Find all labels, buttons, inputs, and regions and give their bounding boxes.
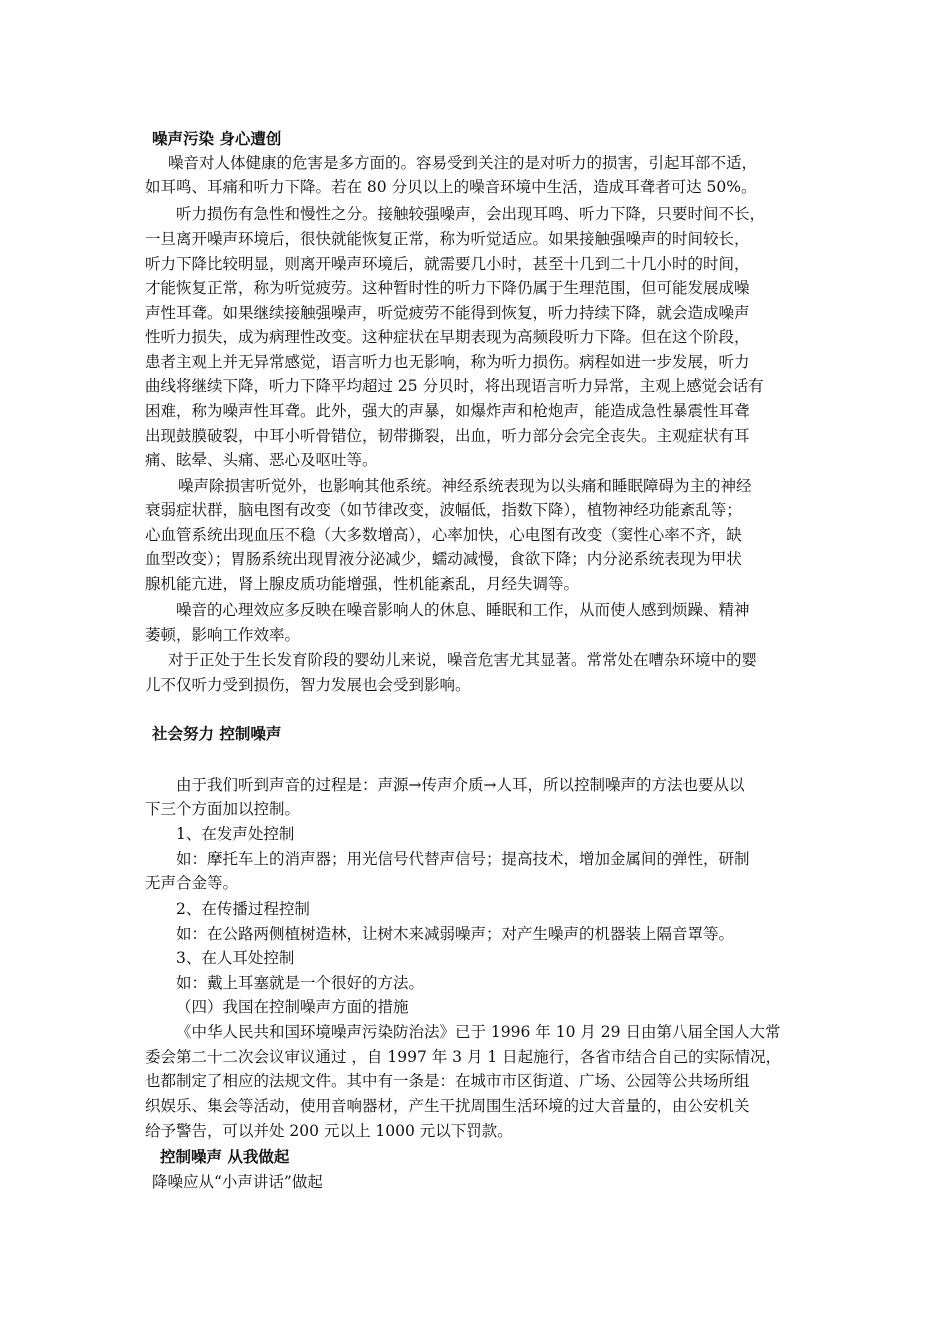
paragraph-line: 萎顿，影响工作效率。 — [145, 626, 301, 644]
paragraph-line: 衰弱症状群，脑电图有改变（如节律改变，波幅低，指数下降），植物神经功能紊乱等； — [145, 501, 742, 519]
paragraph-line: 腺机能亢进，肾上腺皮质功能增强，性机能紊乱，月经失调等。 — [145, 575, 580, 593]
paragraph-line: 无声合金等。 — [145, 874, 239, 892]
paragraph-line: 如耳鸣、耳痛和听力下降。若在 80 分贝以上的噪音环境中生活，造成耳聋者可达 50%。 — [145, 178, 757, 196]
paragraph-line: 出现鼓膜破裂，中耳小听骨错位，韧带撕裂，出血，听力部分会完全丧失。主观症状有耳 — [145, 427, 750, 445]
paragraph-line: 对于正处于生长发育阶段的婴幼儿来说，噪音危害尤其显著。常常处在嘈杂环境中的婴 — [168, 651, 758, 669]
paragraph-line: 才能恢复正常，称为听觉疲劳。这种暂时性的听力下降仍属于生理范围，但可能发展成噪 — [145, 279, 750, 297]
section-heading-start-with-me: 控制噪声 从我做起 — [160, 1148, 290, 1166]
paragraph-line: 委会第二十二次会议审议通过 ，自 1997 年 3 月 1 日起施行，各省市结合自己的实际情况， — [145, 1048, 782, 1066]
paragraph-line: 噪音的心理效应多反映在噪音影响人的休息、睡眠和工作，从而使人感到烦躁、精神 — [176, 601, 750, 619]
subsection-heading: （四）我国在控制噪声方面的措施 — [176, 998, 409, 1016]
paragraph-line: 声性耳聋。如果继续接触强噪声，听觉疲劳不能得到恢复，听力持续下降，就会造成噪声 — [145, 304, 750, 322]
paragraph-line: 听力损伤有急性和慢性之分。接触较强噪声，会出现耳鸣、听力下降，只要时间不长， — [176, 205, 766, 223]
section-heading-noise-pollution: 噪声污染 身心遭创 — [152, 130, 282, 148]
section-heading-social-effort: 社会努力 控制噪声 — [152, 725, 282, 743]
paragraph-line: 一旦离开噪声环境后，很快就能恢复正常，称为听觉适应。如果接触强噪声的时间较长， — [145, 230, 750, 248]
list-item-heading: 1、在发声处控制 — [176, 825, 295, 843]
paragraph-line: 也都制定了相应的法规文件。其中有一条是：在城市市区街道、广场、公园等公共场所组 — [145, 1072, 750, 1090]
paragraph-line: 由于我们听到声音的过程是：声源→传声介质→人耳，所以控制噪声的方法也要从以 — [176, 776, 745, 794]
paragraph-line: 噪声除损害听觉外，也影响其他系统。神经系统表现为以头痛和睡眠障碍为主的神经 — [178, 477, 752, 495]
paragraph-line: 儿不仅听力受到损伤，智力发展也会受到影响。 — [145, 676, 471, 694]
paragraph-line: 下三个方面加以控制。 — [145, 800, 301, 818]
paragraph-line: 困难，称为噪声性耳聋。此外，强大的声暴，如爆炸声和枪炮声，能造成急性暴震性耳聋 — [145, 402, 750, 420]
list-item-heading: 3、在人耳处控制 — [176, 949, 295, 967]
paragraph-line: 如：在公路两侧植树造林，让树木来减弱噪声；对产生噪声的机器装上隔音罩等。 — [176, 925, 735, 943]
paragraph-line: 如：摩托车上的消声器；用光信号代替声信号；提高技术，增加金属间的弹性，研制 — [176, 850, 750, 868]
paragraph-line: 织娱乐、集会等活动，使用音响器材，产生干扰周围生活环境的过大音量的，由公安机关 — [145, 1097, 750, 1115]
paragraph-line: 血型改变）；胃肠系统出现胃液分泌减少，蠕动减慢，食欲下降；内分泌系统表现为甲状 — [145, 550, 742, 568]
paragraph-line: 《中华人民共和国环境噪声污染防治法》已于 1996 年 10 月 29 日由第八届全国人大常 — [176, 1023, 781, 1041]
list-item-heading: 2、在传播过程控制 — [176, 900, 310, 918]
paragraph-line: 心血管系统出现血压不稳（大多数增高），心率加快，心电图有改变（窦性心率不齐，缺 — [145, 526, 742, 544]
paragraph-line: 患者主观上并无异常感觉，语言听力也无影响，称为听力损伤。病程如进一步发展，听力 — [145, 353, 750, 371]
paragraph-line: 如：戴上耳塞就是一个很好的方法。 — [176, 974, 425, 992]
paragraph-line: 曲线将继续下降，听力下降平均超过 25 分贝时，将出现语言听力异常，主观上感觉会话有 — [145, 377, 764, 395]
paragraph-line: 痛、眩晕、头痛、恶心及呕吐等。 — [145, 451, 378, 469]
paragraph-line: 噪音对人体健康的危害是多方面的。容易受到关注的是对听力的损害，引起耳部不适， — [168, 154, 758, 172]
paragraph-line: 给予警告，可以并处 200 元以上 1000 元以下罚款。 — [145, 1122, 513, 1140]
paragraph-line: 性听力损失，成为病理性改变。这种症状在早期表现为高频段听力下降。但在这个阶段， — [145, 328, 750, 346]
paragraph-line: 降噪应从“小声讲话”做起 — [152, 1173, 323, 1191]
paragraph-line: 听力下降比较明显，则离开噪声环境后，就需要几小时，甚至十几到二十几小时的时间， — [145, 255, 750, 273]
